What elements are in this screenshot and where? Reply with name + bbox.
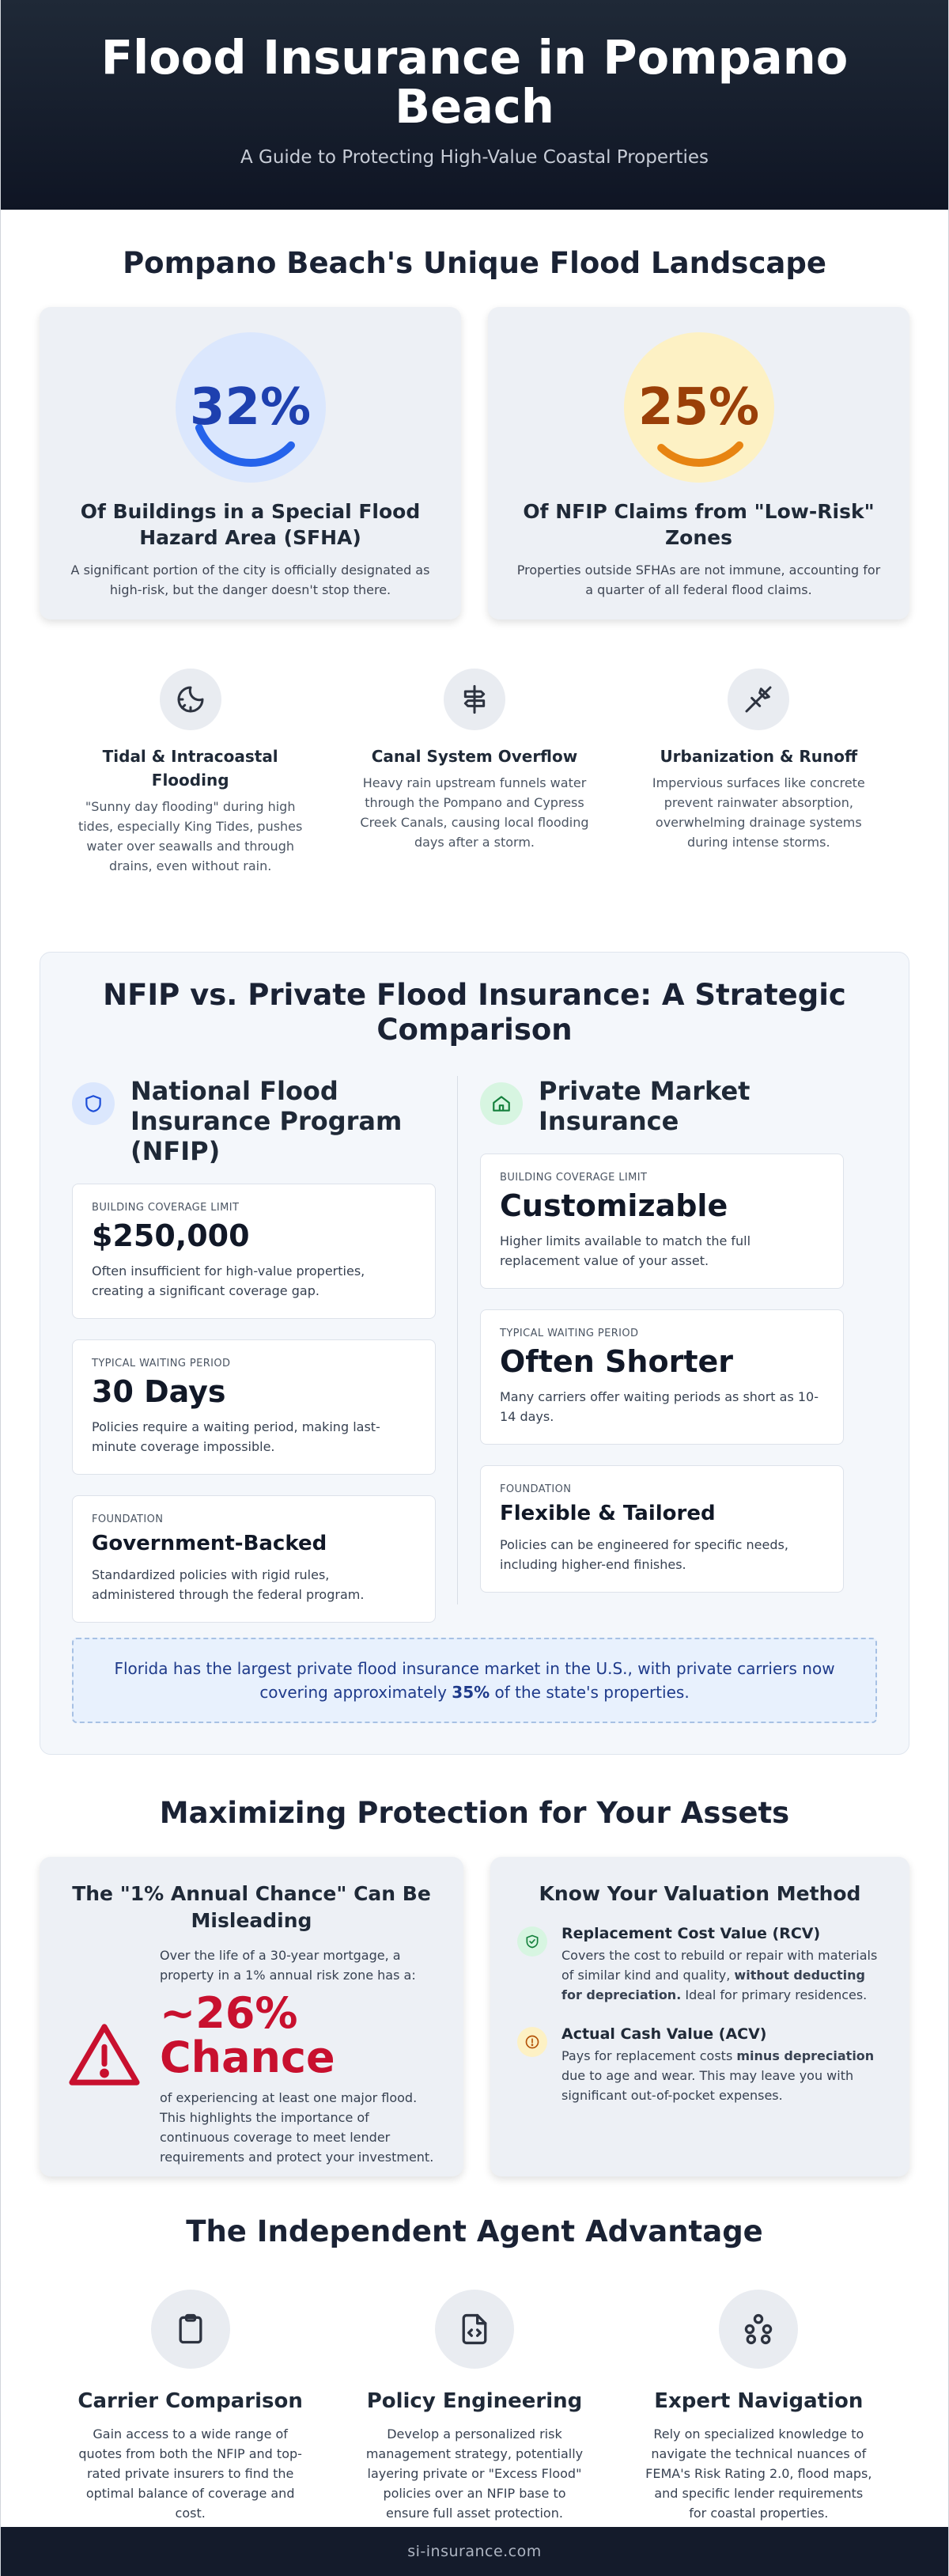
acv-text-start: Pays for replacement costs: [561, 2048, 737, 2063]
page-title: Flood Insurance in Pompano Beach: [100, 30, 849, 134]
card-value: Government-Backed: [92, 1532, 327, 1555]
card-value: 30 Days: [92, 1374, 226, 1409]
stat-circle: [624, 332, 774, 483]
card-value: Flexible & Tailored: [500, 1502, 716, 1525]
factor-description: "Sunny day flooding" during high tides, especially King Tides, pushes water over seawalls and through drains, even without rain.: [78, 799, 303, 873]
stat-circle: [176, 332, 326, 483]
file-code-icon: [435, 2290, 514, 2369]
chance-outro: of experiencing at least one major flood. This highlights the importance of continuous coverage to meet lender requirements and protect your investment.: [160, 2090, 434, 2165]
card-description: Many carriers offer waiting periods as short as 10-14 days.: [500, 1389, 819, 1424]
signpost-icon: [444, 669, 505, 730]
agent-item-description: Rely on specialized knowledge to navigate the technical nuances of FEMA's Risk Rating 2.0, flood maps, and specific lender requirements for coastal properties.: [645, 2426, 872, 2521]
valuation-heading: Know Your Valuation Method: [539, 1882, 861, 1905]
flood-factors: [1, 669, 948, 876]
note-text-end: of the state's properties.: [490, 1683, 690, 1702]
card-description: Higher limits available to match the full replacement value of your asset.: [500, 1233, 751, 1268]
acv-description: [561, 2046, 883, 2105]
nfip-card-foundation: [72, 1495, 436, 1623]
page-subtitle: A Guide to Protecting High-Value Coastal Properties: [240, 147, 709, 168]
stat-value: 25%: [637, 378, 760, 437]
stat-card-sfha: [40, 307, 461, 619]
nfip-card-coverage: [72, 1184, 436, 1319]
private-column: [480, 1076, 844, 1623]
market-note: [72, 1638, 877, 1723]
column-divider: [457, 1076, 458, 1604]
warning-icon: [66, 2021, 142, 2092]
stat-heading: Of Buildings in a Special Flood Hazard Area (SFHA): [80, 500, 421, 549]
nfip-column: [72, 1076, 436, 1623]
factor-tidal: [48, 669, 332, 876]
stats-row: [1, 307, 948, 619]
card-label: TYPICAL WAITING PERIOD: [92, 1358, 231, 1369]
landscape-title: Pompano Beach's Unique Flood Landscape: [123, 246, 826, 280]
rcv-title: Replacement Cost Value (RCV): [561, 1925, 821, 1942]
clipboard-icon: [151, 2290, 230, 2369]
agent-item-title: Expert Navigation: [654, 2389, 864, 2413]
agent-advantages: [1, 2290, 948, 2523]
card-label: BUILDING COVERAGE LIMIT: [92, 1202, 240, 1214]
factor-title: Urbanization & Runoff: [660, 747, 858, 766]
card-description: Policies can be engineered for specific needs, including higher-end finishes.: [500, 1537, 788, 1572]
chance-intro: Over the life of a 30-year mortgage, a property in a 1% annual risk zone has a:: [160, 1948, 416, 1983]
factor-canal: [332, 669, 616, 876]
valuation-card: [490, 1857, 909, 2176]
note-text-start: Florida has the largest private flood insurance market in the U.S., with private carriers now covering approximately: [114, 1659, 835, 1702]
card-label: FOUNDATION: [92, 1513, 164, 1525]
stat-card-nfip-claims: [488, 307, 909, 619]
card-value: Customizable: [500, 1188, 728, 1223]
protection-cards: [1, 1857, 948, 2176]
building-off-icon: [728, 669, 789, 730]
chance-value: ~26% Chance: [160, 1988, 335, 2082]
rcv-description: [561, 1945, 883, 2005]
card-value: Often Shorter: [500, 1344, 734, 1379]
private-card-coverage: [480, 1154, 844, 1289]
shield-icon: [72, 1082, 115, 1125]
comparison-panel: [40, 952, 909, 1755]
home-icon: [480, 1082, 523, 1125]
stat-description: A significant portion of the city is officially designated as high-risk, but the danger doesn't stop there.: [70, 563, 430, 597]
agent-title: The Independent Agent Advantage: [186, 2214, 763, 2248]
network-icon: [719, 2290, 798, 2369]
factor-urbanization: [617, 669, 901, 876]
acv-text: [561, 2025, 883, 2105]
nfip-heading: National Flood Insurance Program (NFIP): [130, 1076, 403, 1166]
footer-website[interactable]: si-insurance.com: [407, 2543, 542, 2560]
agent-item-description: Gain access to a wide range of quotes from both the NFIP and top-rated private insurers to find the optimal balance of coverage and cost.: [78, 2426, 302, 2521]
note-highlight: 35%: [452, 1683, 490, 1702]
acv-item: [517, 2025, 883, 2105]
factor-title: Tidal & Intracoastal Flooding: [102, 747, 278, 790]
card-label: TYPICAL WAITING PERIOD: [500, 1328, 639, 1339]
acv-highlight: minus depreciation: [736, 2048, 875, 2063]
agent-expert-navigation: [617, 2290, 901, 2523]
rcv-item: [517, 1925, 883, 2005]
factor-description: Heavy rain upstream funnels water through the Pompano and Cypress Creek Canals, causing local flooding days after a storm.: [360, 775, 589, 850]
private-header: [480, 1076, 844, 1136]
chance-body: [66, 1945, 437, 2167]
agent-carrier-comparison: [48, 2290, 332, 2523]
protection-title: Maximizing Protection for Your Assets: [159, 1796, 790, 1830]
factor-description: Impervious surfaces like concrete prevent rainwater absorption, overwhelming drainage systems during intense storms.: [652, 775, 865, 850]
rcv-highlight: without deducting for depreciation.: [561, 1968, 865, 2002]
card-value: $250,000: [92, 1218, 250, 1253]
private-heading: Private Market Insurance: [539, 1076, 751, 1136]
shield-check-icon: [517, 1926, 547, 1957]
page-header: [1, 0, 948, 210]
nfip-header: [72, 1076, 436, 1166]
chance-heading: The "1% Annual Chance" Can Be Misleading: [72, 1882, 431, 1932]
card-label: BUILDING COVERAGE LIMIT: [500, 1172, 648, 1184]
private-card-waiting: [480, 1309, 844, 1445]
chance-card: [40, 1857, 463, 2176]
card-label: FOUNDATION: [500, 1483, 572, 1495]
agent-policy-engineering: [332, 2290, 616, 2523]
agent-item-title: Policy Engineering: [366, 2389, 583, 2413]
acv-title: Actual Cash Value (ACV): [561, 2025, 767, 2043]
factor-title: Canal System Overflow: [371, 747, 578, 766]
comparison-title: NFIP vs. Private Flood Insurance: A Strategic Comparison: [103, 978, 846, 1047]
nfip-card-waiting: [72, 1339, 436, 1475]
rcv-text-end: Ideal for primary residences.: [681, 1987, 868, 2002]
rcv-text-start: Covers the cost to rebuild or repair with materials of similar kind and quality,: [561, 1948, 878, 1983]
moon-icon: [160, 669, 221, 730]
stat-description: Properties outside SFHAs are not immune, accounting for a quarter of all federal flood claims.: [516, 563, 881, 597]
market-note-text: [95, 1657, 854, 1704]
page-footer: [1, 2527, 948, 2576]
agent-item-description: Develop a personalized risk management strategy, potentially layering private or "Excess Flood" policies over an NFIP base to ensure full asset protection.: [365, 2426, 584, 2521]
agent-item-title: Carrier Comparison: [78, 2389, 303, 2413]
comparison-columns: [72, 1076, 877, 1623]
card-description: Standardized policies with rigid rules, administered through the federal program.: [92, 1567, 365, 1602]
chance-text: [160, 1945, 437, 2167]
acv-text-end: due to age and wear. This may leave you with significant out-of-pocket expenses.: [561, 2068, 854, 2103]
alert-circle-icon: [517, 2027, 547, 2057]
stat-heading: Of NFIP Claims from "Low-Risk" Zones: [523, 500, 875, 549]
card-description: Often insufficient for high-value properties, creating a significant coverage gap.: [92, 1263, 365, 1298]
private-card-foundation: [480, 1465, 844, 1593]
rcv-text: [561, 1925, 883, 2005]
stat-value: 32%: [189, 378, 312, 437]
card-description: Policies require a waiting period, making last-minute coverage impossible.: [92, 1419, 380, 1454]
